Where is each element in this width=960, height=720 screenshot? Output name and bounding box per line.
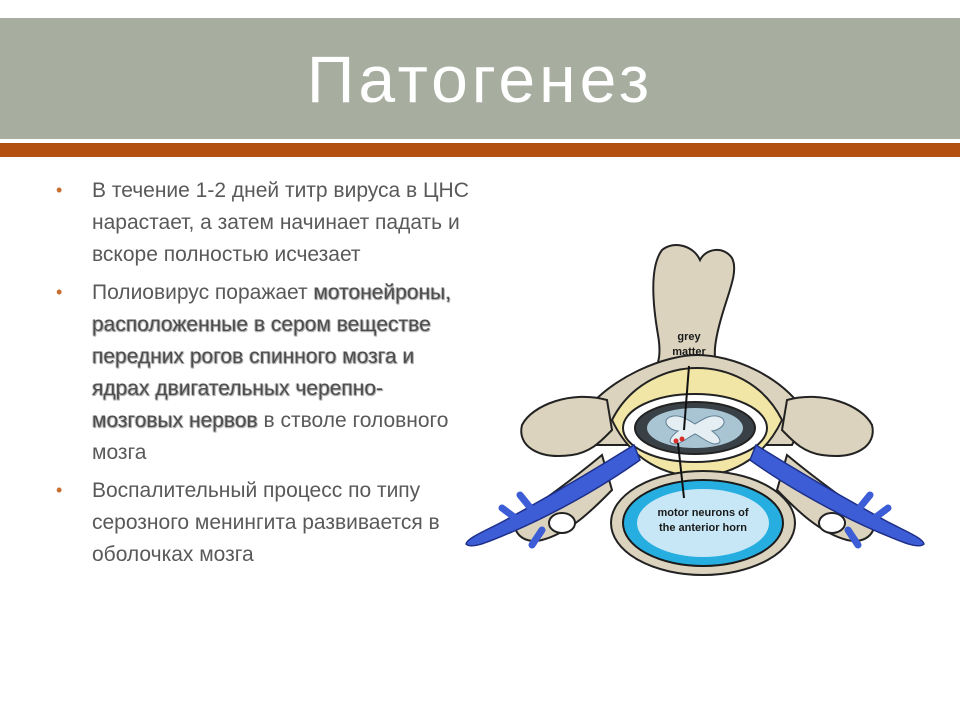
motor-neuron-dot	[680, 437, 685, 442]
spinal-cord-illustration	[462, 240, 932, 585]
bullet-item	[50, 277, 470, 469]
bullet-highlight: мотонейроны, расположенные в сером веществе передних рогов спинного мозга и ядрах двигательных черепно-мозговых нервов	[92, 281, 452, 432]
label-motor-line1: motor neurons of	[657, 507, 749, 519]
motor-neuron-dot	[674, 439, 679, 444]
bullet-lead: Полиовирус поражает	[92, 281, 314, 304]
bullet-list	[50, 175, 470, 577]
label-grey-line2: matter	[672, 346, 706, 358]
bullet-text	[92, 277, 470, 469]
bullet-item	[50, 475, 470, 571]
bullet-dot-icon: •	[56, 282, 63, 302]
title-band	[0, 18, 960, 139]
slide-title: Патогенез	[306, 42, 654, 116]
bullet-dot-icon: •	[56, 480, 63, 500]
foramen-right	[819, 513, 845, 533]
bullet-tail: в стволе головного мозга	[92, 409, 449, 464]
bullet-text: В течение 1-2 дней титр вируса в ЦНС нарастает, а затем начинает падать и вскоре полностью исчезает	[92, 179, 469, 266]
transverse-process-left	[521, 397, 612, 456]
accent-rule	[0, 143, 960, 157]
bullet-item	[50, 175, 470, 271]
bullet-dot-icon: •	[56, 180, 63, 200]
label-motor-line2: the anterior horn	[658, 522, 748, 534]
transverse-process-right	[782, 397, 873, 456]
bullet-text: Воспалительный процесс по типу серозного менингита развивается в оболочках мозга	[92, 479, 440, 566]
label-grey-line1: grey	[677, 331, 701, 343]
foramen-left	[549, 513, 575, 533]
